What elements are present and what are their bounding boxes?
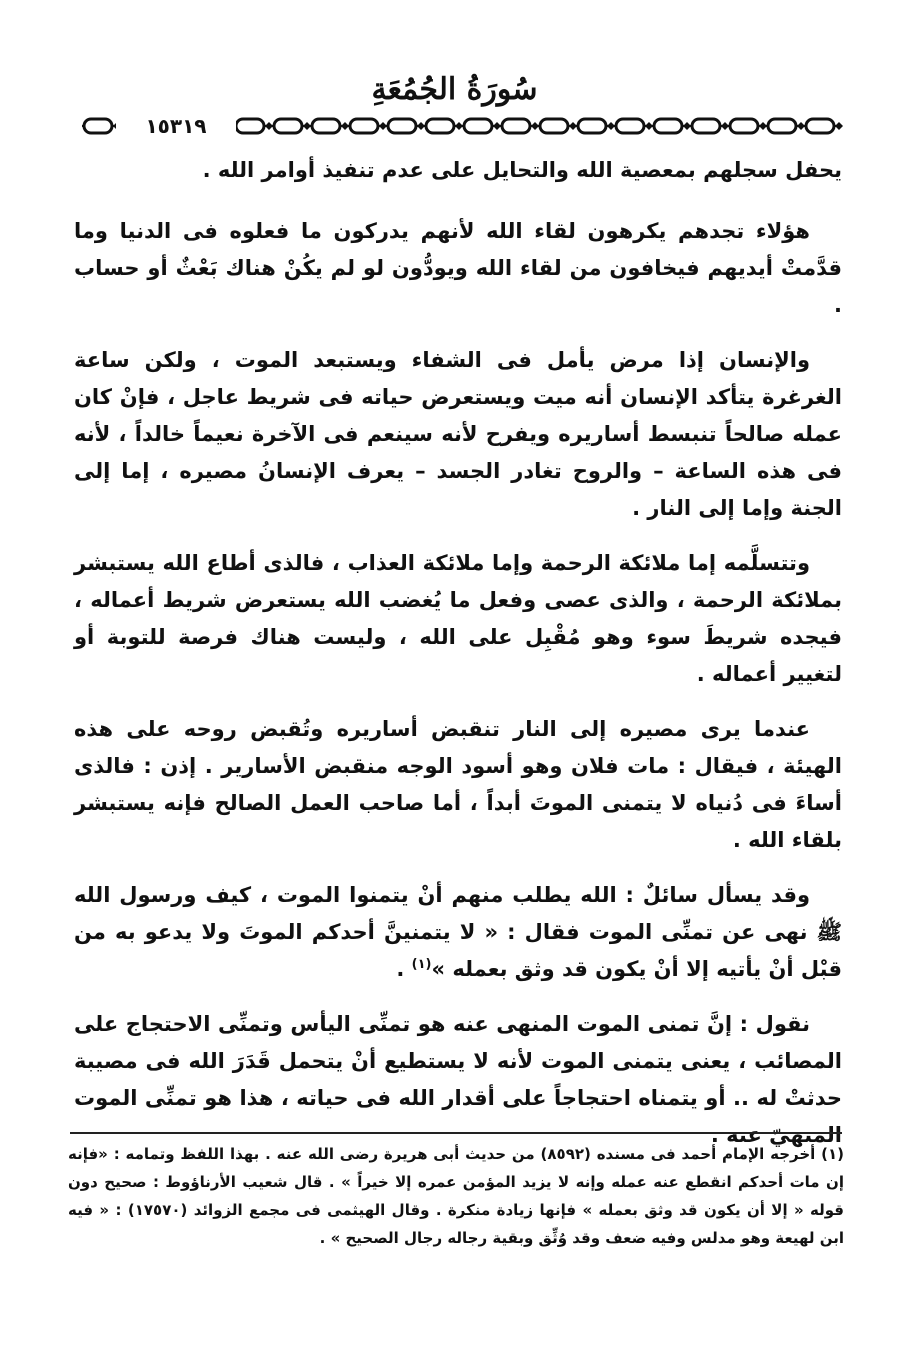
ornament-link xyxy=(426,119,454,133)
ornament-diamond xyxy=(835,122,843,130)
ornament-diamond xyxy=(493,122,501,130)
ornament-link xyxy=(806,119,834,133)
surah-title: سُورَةُ الجُمُعَةِ xyxy=(371,72,538,107)
ornament-diamond xyxy=(265,122,273,130)
paragraph: عندما يرى مصيره إلى النار تنقبض أساريره وتُقبض روحه على هذه الهيئة ، فيقال : مات فلان وهو أسود الوجه منقبض الأسارير . إذن : فالذى أساءَ فى دُنياه لا يتمنى الموتَ أبداً ، أما صاحب العمل الصالح فإنه يستبشر بلقاء الله . xyxy=(74,717,842,852)
ornament-link xyxy=(236,119,264,133)
ornament-link xyxy=(388,119,416,133)
ornament-link xyxy=(540,119,568,133)
ornament-link xyxy=(274,119,302,133)
ornament-diamond xyxy=(531,122,539,130)
ornament-link xyxy=(768,119,796,133)
ornament-diamond xyxy=(303,122,311,130)
ornament-link xyxy=(312,119,340,133)
paragraph-text: وقد يسأل سائلٌ : الله يطلب منهم أنْ يتمنوا الموت ، كيف ورسول الله ﷺ نهى عن تمنِّى الموت فقال : « لا يتمنينَّ أحدكم الموتَ ولا يدعو به من قبْل أنْ يأتيه إلا أنْ يكون قد وثق بعمله » xyxy=(74,883,842,981)
footnote-reference: (١) xyxy=(411,957,432,972)
ornament-diamond xyxy=(645,122,653,130)
paragraph: وتتسلَّمه إما ملائكة الرحمة وإما ملائكة العذاب ، فالذى أطاع الله يستبشر بملائكة الرحمة ، والذى عصى وفعل ما يُغضب الله يستعرض شريط أعماله ، فيجده شريطَ سوء وهو مُقْبِل على الله ، وليست هناك فرصة للتوبة أو لتغيير أعماله . xyxy=(74,551,842,686)
ornament-link xyxy=(730,119,758,133)
ornament-diamond xyxy=(721,122,729,130)
ornament-link xyxy=(350,119,378,133)
main-text xyxy=(74,152,842,1172)
paragraph: والإنسان إذا مرض يأمل فى الشفاء ويستبعد الموت ، ولكن ساعة الغرغرة يتأكد الإنسان أنه ميت ويستعرض حياته فى شريط عاجل ، فإنْ كان عمله صالحاً تنبسط أساريره ويفرح لأنه سينعم فى الآخرة نعيماً خالداً ، لأنه فى هذه الساعة – والروح تغادر الجسد – يعرف الإنسانُ مصيره ، إما إلى الجنة وإما إلى النار . xyxy=(74,348,842,520)
paragraph-with-footnote xyxy=(74,877,842,988)
ornament-link xyxy=(464,119,492,133)
ornament-diamond xyxy=(379,122,387,130)
ornament-diamond xyxy=(683,122,691,130)
ornament-link xyxy=(616,119,644,133)
ornament-diamond xyxy=(417,122,425,130)
ornament-diamond xyxy=(341,122,349,130)
ornament-link xyxy=(502,119,530,133)
ornament-link xyxy=(84,119,112,133)
footnote-1: (١) أخرجه الإمام أحمد فى مسنده (٨٥٩٢) من حديث أبى هريرة رضى الله عنه . بهذا اللفظ وتمامه : «فإنه إن مات أحدكم انقطع عنه عمله وإنه لا يزيد المؤمن عمره إلا خيراً » . قال شعيب الأرناؤوط : صحيح دون قوله « إلا أن يكون قد وثق بعمله » فإنها زيادة منكرة . وقال الهيثمى فى مجمع الزوائد (١٧٥٧٠) : « فيه ابن لهيعة وهو مدلس وفيه ضعف وقد وُثِّق وبقية رجاله رجال الصحيح » . xyxy=(68,1145,844,1247)
paragraph-end: . xyxy=(396,957,412,981)
paragraph: يحفل سجلهم بمعصية الله والتحايل على عدم تنفيذ أوامر الله . xyxy=(202,158,842,182)
ornament-link xyxy=(654,119,682,133)
paragraph: نقول : إنَّ تمنى الموت المنهى عنه هو تمنِّى اليأس وتمنِّى الاحتجاج على المصائب ، يعنى يتمنى الموت لأنه لا يستطيع أنْ يتحمل قَدَرَ الله فى مصيبة حدثتْ له .. أو يتمناه احتجاجاً على أقدار الله فى حياته ، هذا هو تمنِّى الموت المنهيّ عنه . xyxy=(74,1012,842,1147)
footnotes xyxy=(68,1140,844,1252)
ornament-link xyxy=(692,119,720,133)
ornament-diamond xyxy=(455,122,463,130)
ornament-link xyxy=(578,119,606,133)
paragraph: هؤلاء تجدهم يكرهون لقاء الله لأنهم يدركون ما فعلوه فى الدنيا وما قدَّمتْ أيديهم فيخافون من لقاء الله ويودُّون لو لم يكُنْ هناك بَعْثٌ أو حساب . xyxy=(74,219,842,317)
page-number: ١٥٣١٩ xyxy=(116,112,236,140)
ornament-diamond xyxy=(759,122,767,130)
ornament-diamond xyxy=(569,122,577,130)
ornament-diamond xyxy=(797,122,805,130)
ornament-diamond xyxy=(607,122,615,130)
footnote-divider xyxy=(70,1132,842,1134)
